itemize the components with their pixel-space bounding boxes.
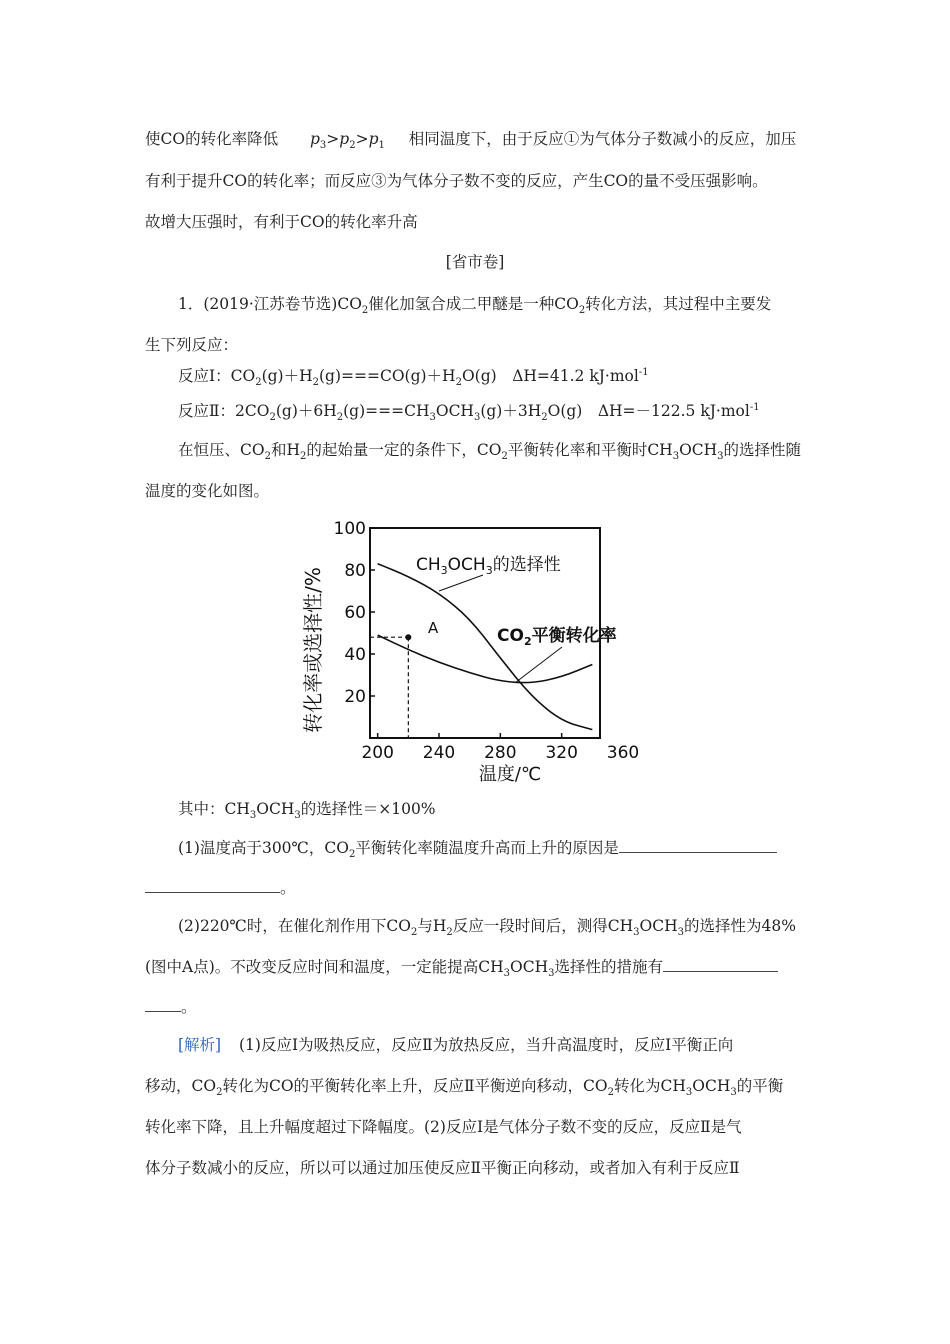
subscript: 2 — [312, 377, 319, 389]
text-segment: OCH — [510, 958, 549, 976]
point-a-label: A — [428, 619, 439, 637]
text-segment: 。 — [181, 998, 197, 1016]
text-segment: 转化为CO的平衡转化率上升，反应Ⅱ平衡逆向移动，CO — [222, 1077, 608, 1095]
text-segment: 选择性的措施有 — [554, 958, 664, 976]
text-segment: 的选择性随 — [723, 441, 802, 459]
series-line-selectivity — [378, 564, 593, 730]
selectivity-definition — [178, 799, 436, 822]
subscript: 3 — [503, 968, 511, 980]
condition-line-2: 温度的变化如图。 — [145, 482, 270, 500]
text-segment: p — [309, 130, 320, 148]
point-a-marker — [405, 634, 411, 640]
text-segment: p — [339, 130, 350, 148]
question-1-line-2: 生下列反应： — [145, 336, 239, 354]
text-segment: (g)＋3H — [480, 402, 542, 420]
text-line-3: 故增大压强时，有利于CO的转化率升高 — [145, 213, 418, 231]
text-segment: 使CO的转化率降低 — [145, 130, 279, 148]
text-segment: 反应Ⅰ：CO — [178, 367, 256, 385]
subscript: 2 — [446, 927, 453, 939]
text-segment: (g)===CH — [343, 402, 430, 420]
text-segment: OCH — [435, 402, 474, 420]
subscript: 2 — [578, 305, 586, 317]
analysis-tag: [解析] — [178, 1036, 222, 1054]
text-segment: 的起始量一定的条件下，CO — [306, 441, 502, 459]
part-1-line-1 — [178, 838, 777, 861]
subscript: 2 — [216, 1087, 223, 1099]
text-segment: 转化方法，其过程中主要发 — [585, 295, 772, 313]
y-tick-label: 80 — [344, 561, 366, 581]
y-tick-label: 40 — [344, 645, 366, 665]
text-segment: 转化为CH — [614, 1077, 686, 1095]
answer-blank[interactable] — [619, 838, 777, 853]
subscript: 2 — [501, 451, 508, 463]
text-line-2: 有利于提升CO的转化率；而反应③为气体分子数不变的反应，产生CO的量不受压强影响。 — [145, 172, 768, 190]
subscript: 3 — [677, 927, 684, 939]
subscript: 2 — [349, 140, 356, 152]
y-tick-label: 20 — [344, 687, 366, 707]
part-2-line-1 — [178, 916, 796, 939]
part-2-line-2 — [145, 957, 778, 980]
text-segment: 和H — [270, 441, 300, 459]
subscript: 2 — [455, 377, 462, 389]
subscript: 2 — [269, 412, 276, 424]
text-segment: (图中A点)。不改变反应时间和温度，一定能提高CH — [145, 958, 504, 976]
text-segment: 与H — [417, 917, 447, 935]
text-segment: OCH — [692, 1077, 731, 1095]
text-segment: 其中：CH — [178, 800, 250, 818]
text-segment: (2)220℃时，在催化剂作用下CO — [178, 917, 411, 935]
y-tick-label: 60 — [344, 603, 366, 623]
x-tick-label: 360 — [606, 743, 640, 763]
answer-blank[interactable] — [663, 957, 778, 972]
subscript: 2 — [541, 412, 548, 424]
x-tick-label: 280 — [484, 743, 517, 763]
part-1-line-2 — [145, 878, 296, 898]
subscript: 2 — [410, 927, 418, 939]
part-2-line-3 — [145, 997, 197, 1017]
subscript: 3 — [249, 810, 257, 822]
text-segment: (1)反应Ⅰ为吸热反应，反应Ⅱ为放热反应，当升高温度时，反应Ⅰ平衡正向 — [238, 1036, 734, 1054]
series-label-conversion: $CO_2$平衡转化率 — [497, 626, 617, 648]
condition-line-1 — [178, 440, 802, 463]
text-segment: 移动，CO — [145, 1077, 217, 1095]
text-line-1 — [145, 129, 797, 152]
subscript: 3 — [730, 1087, 737, 1099]
text-segment: 的选择性＝×100% — [300, 800, 436, 818]
text-segment: OCH — [639, 917, 678, 935]
analysis-line-2 — [145, 1076, 784, 1099]
question-1-line-1 — [178, 294, 772, 317]
subscript: 3 — [548, 968, 555, 980]
text-segment: 催化加氢合成二甲醚是一种CO — [368, 295, 579, 313]
subscript: 3 — [672, 451, 680, 463]
subscript: 3 — [429, 412, 436, 424]
subscript: 2 — [348, 849, 356, 861]
subscript: 3 — [319, 140, 327, 152]
answer-blank[interactable] — [145, 878, 280, 893]
y-tick-label: 100 — [333, 519, 366, 539]
reaction-2 — [178, 401, 760, 424]
subscript: 2 — [299, 451, 307, 463]
text-segment: O(g) ΔH=－122.5 kJ·mol — [547, 402, 750, 420]
subscript: 2 — [336, 412, 344, 424]
x-tick-label: 200 — [361, 743, 394, 763]
text-segment: 平衡转化率随温度升高而上升的原因是 — [355, 839, 619, 857]
subscript: 1 — [378, 140, 385, 152]
text-segment: 的选择性为48% — [683, 917, 796, 935]
superscript: -1 — [638, 366, 649, 378]
subscript: 3 — [633, 927, 640, 939]
leader-line-conversion — [516, 647, 562, 682]
answer-blank[interactable] — [145, 997, 181, 1012]
leader-line-selectivity — [439, 575, 483, 591]
text-segment: (g)＋6H — [275, 402, 337, 420]
text-segment: (g)＋H — [261, 367, 313, 385]
subscript: 2 — [361, 305, 369, 317]
text-segment: > — [326, 130, 340, 148]
x-tick-label: 240 — [422, 743, 456, 763]
text-segment: 平衡转化率和平衡时CH — [507, 441, 673, 459]
text-segment: 反应Ⅱ：2CO — [178, 402, 270, 420]
analysis-line-3: 转化率下降，且上升幅度超过下降幅度。(2)反应Ⅰ是气体分子数不变的反应，反应Ⅱ是气 — [145, 1118, 742, 1136]
x-tick-label: 320 — [545, 743, 578, 763]
subscript: 3 — [473, 412, 481, 424]
y-axis-label: 转化率或选择性/% — [301, 567, 325, 733]
series-label-selectivity: $CH_3OCH_3$的选择性 — [416, 555, 561, 577]
superscript: -1 — [749, 401, 760, 413]
analysis-line-1 — [178, 1035, 733, 1055]
text-segment: 在恒压、CO — [178, 441, 265, 459]
text-segment: p — [368, 130, 379, 148]
subscript: 3 — [685, 1087, 693, 1099]
chart — [300, 515, 690, 790]
subscript: 3 — [717, 451, 724, 463]
text-segment: > — [355, 130, 369, 148]
text-segment: 的平衡 — [736, 1077, 784, 1095]
subscript: 2 — [607, 1087, 614, 1099]
analysis-line-4: 体分子数减小的反应，所以可以通过加压使反应Ⅱ平衡正向移动，或者加入有利于反应Ⅱ — [145, 1159, 740, 1177]
text-segment: 1．(2019·江苏卷节选)CO — [178, 295, 362, 313]
text-segment: OCH — [679, 441, 718, 459]
subscript: 2 — [264, 451, 271, 463]
text-segment: (1)温度高于300℃，CO — [178, 839, 349, 857]
section-title: [省市卷] — [445, 253, 505, 271]
x-axis-label: 温度/℃ — [478, 764, 542, 785]
text-segment: (g)===CO(g)＋H — [319, 367, 456, 385]
reaction-1 — [178, 366, 649, 389]
text-segment: OCH — [256, 800, 295, 818]
text-segment: 。 — [280, 879, 296, 897]
text-segment: 反应一段时间后，测得CH — [452, 917, 634, 935]
text-segment: O(g) ΔH=41.2 kJ·mol — [461, 367, 639, 385]
subscript: 2 — [255, 377, 262, 389]
subscript: 3 — [294, 810, 301, 822]
text-segment: 相同温度下，由于反应①为气体分子数减小的反应，加压 — [408, 130, 797, 148]
